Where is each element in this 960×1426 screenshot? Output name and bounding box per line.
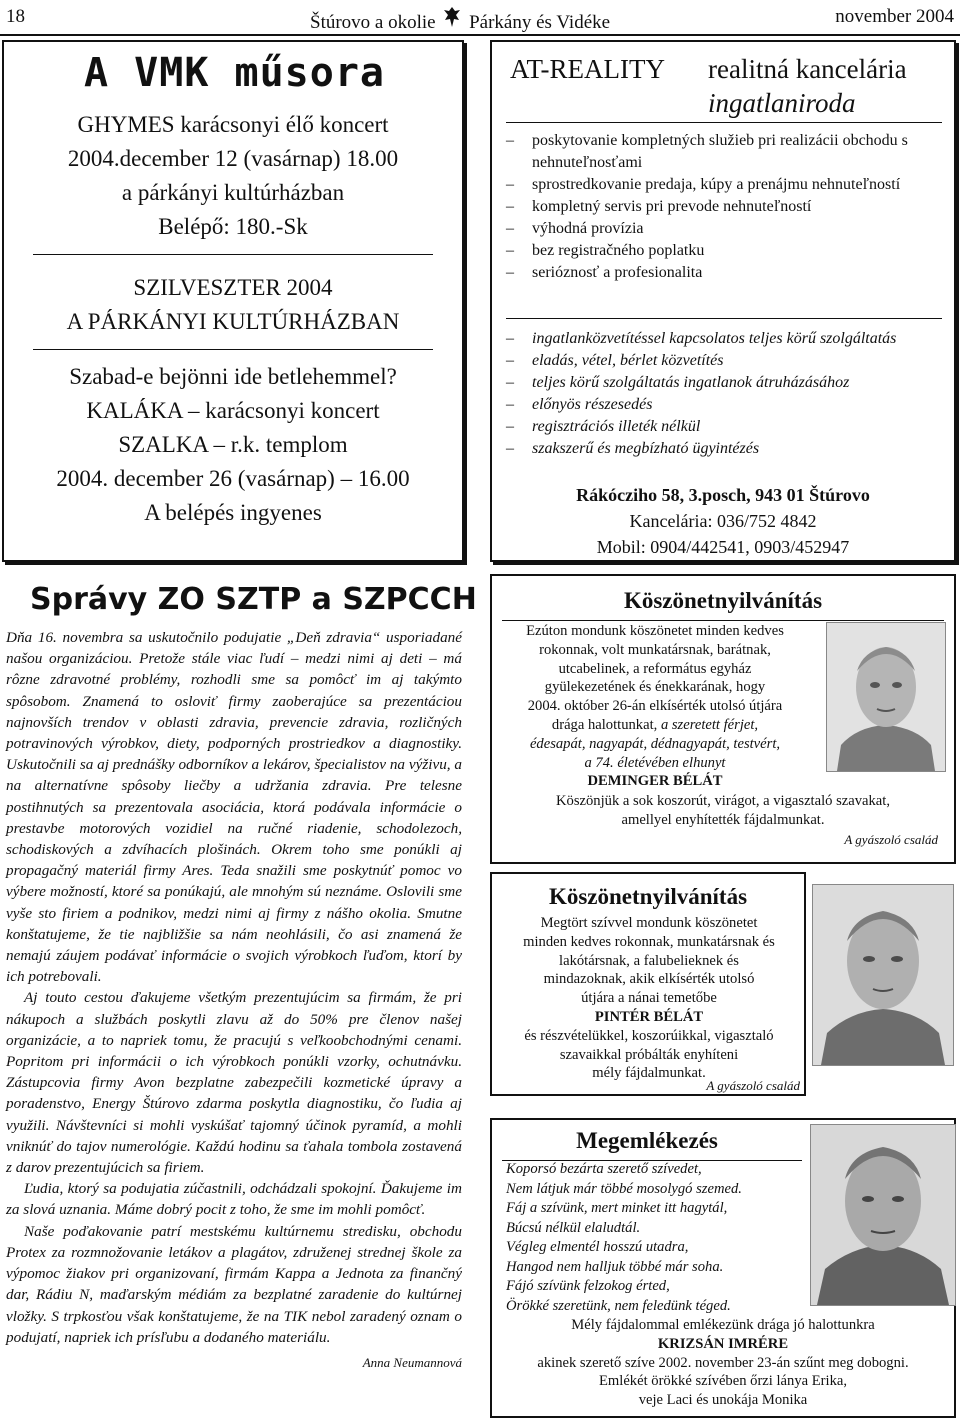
divider: [502, 620, 944, 621]
deceased-name: KRIZSÁN IMRÉRE: [657, 1335, 789, 1352]
vmk-line: 2004.december 12 (vasárnap) 18.00: [67, 146, 399, 171]
masthead-left: Štúrovo a okolie: [310, 12, 436, 33]
vmk-title: A VMK műsora: [84, 50, 385, 96]
list-item: – bez registračného poplatku: [506, 242, 705, 259]
at-reality-ad: [490, 40, 956, 562]
article-paragraph: Naše poďakovanie patrí mestskému kultúrnemu stredisku, obchodu Protex za rozmnožovanie letákov a plagátov, združenej strednej škole za výpomoc žiakov pri organizovaní, firmám Kappa a Jednota za finančný dar, Rádiu N, maďarským médiám za bezplatné zaradenie do kultúrnej vložky. S trpkosťou však konštatujeme, že na TIK nebol zaradený oznam o podujatí, napriek ich prísľubu a dodaného materiálu.: [6, 1222, 462, 1346]
list-item: – szakszerű és megbízható ügyintézés: [506, 440, 760, 457]
memorial-box: [490, 1118, 956, 1418]
vmk-line: A belépés ingyenes: [144, 500, 322, 525]
thanks-signature: A gyászoló család: [706, 1078, 800, 1093]
vmk-line: GHYMES karácsonyi élő koncert: [77, 112, 389, 137]
deceased-name: DEMINGER BÉLÁT: [587, 773, 723, 790]
list-item: – serióznosť a profesionalita: [506, 264, 703, 281]
list-item: – ingatlanközvetítéssel kapcsolatos teljes körű szolgáltatás: [506, 330, 897, 347]
vmk-line: SZALKA – r.k. templom: [118, 432, 348, 457]
header-rule: [0, 34, 960, 36]
article-signature: Anna Neumannová: [362, 1354, 462, 1370]
list-item: – előnyös részesedés: [506, 396, 653, 413]
vmk-line: 2004. december 26 (vasárnap) – 16.00: [56, 466, 410, 491]
article-paragraph: Aj touto cestou ďakujeme všetkým prezentujúcim sa firmám, že pri nákupoch a službách poskytli zlavu až do 50% pre členov našej organizácie, a to napriek tomu, že pracujú s veľkoobchodnými cenami. Popritom pri informácii o ich výrobkoch ponúkli vzorky, ochutnávku. Zástupcovia firmy Avon bezplatne zabezpečili kozmetické úpravy a poradenstvo, Energy Štúrovo zdarma poskytla diagnostiku, čo ľudia aj využili. Návštevníci si mohli vyskúšať tajomný účinok pyramíd, a mohli vniknúť do tajov numerológie. Každú hodinu sa ťahala tombola zostavená z darov prezentujúcich sa firiem.: [6, 989, 462, 1177]
divider: [506, 122, 942, 123]
list-item: – sprostredkovanie predaja, kúpy a prenájmu nehnuteľností: [506, 176, 901, 193]
vmk-line: a párkányi kultúrházban: [121, 180, 345, 205]
list-item: – poskytovanie kompletných služieb pri realizácii obchodu s nehnuteľnosťami: [506, 132, 908, 171]
agency-address: Rákócziho 58, 3.posch, 943 01 Štúrovo: [576, 485, 870, 505]
article-paragraph: Dňa 16. novembra sa uskutočnilo podujatie „Deň zdravia“ usporiadané našou organizáciou. Pretože stále viac ľudí – medzi nimi aj deti – má rôzne zdravotné problémy, rozhodli sme sa pomôcť im aj takýmto spôsobom. Znamená to osloviť firmy zaoberajúce sa prezentáciou najnovších trendov v oblasti zdravia, prevencie zdravia, rozličných potravinových výrobkov, diety, podporných prostriedkov a diagnostiky. Uskutočnili sa aj prednášky odborníkov a lekárov, špecialistov na výživu, a na alternatívne spôsoby liečby a udržania zdravia. Pre telesne postihnutých sa prezentovala asociácia, ktorá podávala informácie o prestavbe motorových vozidiel na ručné riadenie, schodolezoch, schodiskových a zdvíhacích plošinách. Okrem toho sme ponúkli aj propagačný materiál firmy Ares. Teda snažili sme poskytnúť pomoc vo výbere možností, ktoré sa ponúkajú, ale mnohým sú neznáme. Oslovili sme vyše sto firiem a podnikov, medzi nimi aj firmy z nášho okolia. Smutne konštatujeme, že tie najbližšie sa nám neohlásili, čo asi znamená že nemajú záujem podávať informácie o svojich výrobkoch ľuďom, ktorí by ich potrebovali.: [6, 629, 462, 986]
crest-icon: [440, 6, 464, 34]
article-body: [6, 627, 462, 1373]
memorial-title: Megemlékezés: [576, 1128, 718, 1153]
divider: [33, 349, 433, 350]
vmk-line: KALÁKA – karácsonyi koncert: [86, 398, 380, 423]
divider: [33, 254, 433, 255]
masthead: [310, 6, 610, 34]
agency-kind-hu: ingatlaniroda: [708, 88, 856, 118]
thanks-text: Megtört szívvel mondunk köszönetet minden kedves rokonnak, munkatársnak és lakótársnak, a falubelieknek és mindazoknak, akik elkísérték utolsó útjára a nánai temetőbe PINTÉR BÉLÁT és részvételükkel, koszorúikkal, vigasztaló szavaikkal próbálták enyhíteni mély fájdalmunkat.: [496, 914, 802, 1083]
list-item: – teljes körű szolgáltatás ingatlanok átruházásához: [506, 374, 850, 391]
deceased-name: PINTÉR BÉLÁT: [594, 1008, 704, 1025]
page-header: [0, 0, 960, 34]
masthead-right: Párkány és Vidéke: [469, 12, 611, 33]
article-title: Správy ZO SZTP a SZPCCH: [30, 582, 477, 617]
vmk-line: Szabad-e bejönni ide betlehemmel?: [69, 364, 397, 389]
agency-office-phone: Kancelária: 036/752 4842: [629, 511, 817, 531]
list-item: – výhodná provízia: [506, 220, 644, 237]
services-sk-list: [506, 130, 936, 284]
vmk-line: SZILVESZTER 2004: [133, 275, 333, 300]
portrait-photo: [812, 884, 954, 1066]
agency-kind-sk: realitná kancelária: [708, 54, 907, 84]
vmk-line: Belépő: 180.-Sk: [158, 214, 308, 239]
portrait-photo: [810, 1124, 956, 1306]
memorial-text: Mély fájdalommal emlékezünk drága jó halottunkra KRIZSÁN IMRÉRE akinek szerető szíve 2002. november 23-án szűnt meg dobogni. Emlékét örökké szívében őrzi lánya Erika, veje Laci és unokája Monika: [492, 1316, 954, 1410]
vmk-line: A PÁRKÁNYI KULTÚRHÁZBAN: [66, 309, 400, 334]
list-item: – eladás, vétel, bérlet közvetítés: [506, 352, 724, 369]
issue-date: november 2004: [835, 6, 954, 27]
thanks-closing: Köszönjük a sok koszorút, virágot, a vigasztaló szavakat, amellyel enyhítették fájdalmunkat.: [556, 793, 890, 828]
article-paragraph: Ľudia, ktorý sa podujatia zúčastnili, odchádzali spokojní. Ďakujeme im za slová uznania. Máme dobrý pocit z toho, že sme im mohli pomôcť.: [6, 1180, 462, 1219]
divider: [506, 318, 942, 319]
thanks-box-deminger: [490, 574, 956, 864]
thanks-title: Köszönetnyilvánítás: [623, 588, 823, 613]
thanks-signature: A gyászoló család: [844, 832, 938, 847]
services-hu-list: [506, 328, 936, 460]
thanks-title: Köszönetnyilvánítás: [548, 884, 748, 909]
page-number: 18: [6, 6, 25, 27]
agency-mobile: Mobil: 0904/442541, 0903/452947: [596, 537, 850, 557]
thanks-text: Ezúton mondunk köszönetet minden kedves rokonnak, volt munkatársnak, barátnak, utcabelinek, a református egyház gyülekezetének és énekkarának, hogy 2004. október 26-án elkísérték utolsó útjára drága halottunkat, a szeretett férjet, édesapát, nagyapát, dédnagyapát, testvért, a 74. életévében elhunyt DEMINGER BÉLÁT: [498, 622, 812, 791]
portrait-photo: [826, 622, 946, 772]
list-item: – regisztrációs illeték nélkül: [506, 418, 701, 435]
list-item: – kompletný servis pri prevode nehnuteľností: [506, 198, 812, 215]
memorial-poem: Koporsó bezárta szerető szívedet, Nem látjuk már többé mosolygó szemed. Fáj a szívünk, mert minket itt hagytál, Búcsú nélkül elaludtál. Végleg elmentél hosszú utadra, Hangod nem halljuk többé már soha. Fájó szívünk felzokog érted, Örökké szeretünk, nem feledünk téged.: [506, 1161, 742, 1314]
vmk-program-box: [2, 40, 464, 562]
thanks-box-pinter: [490, 872, 806, 1096]
agency-name: AT-REALITY: [510, 54, 665, 84]
